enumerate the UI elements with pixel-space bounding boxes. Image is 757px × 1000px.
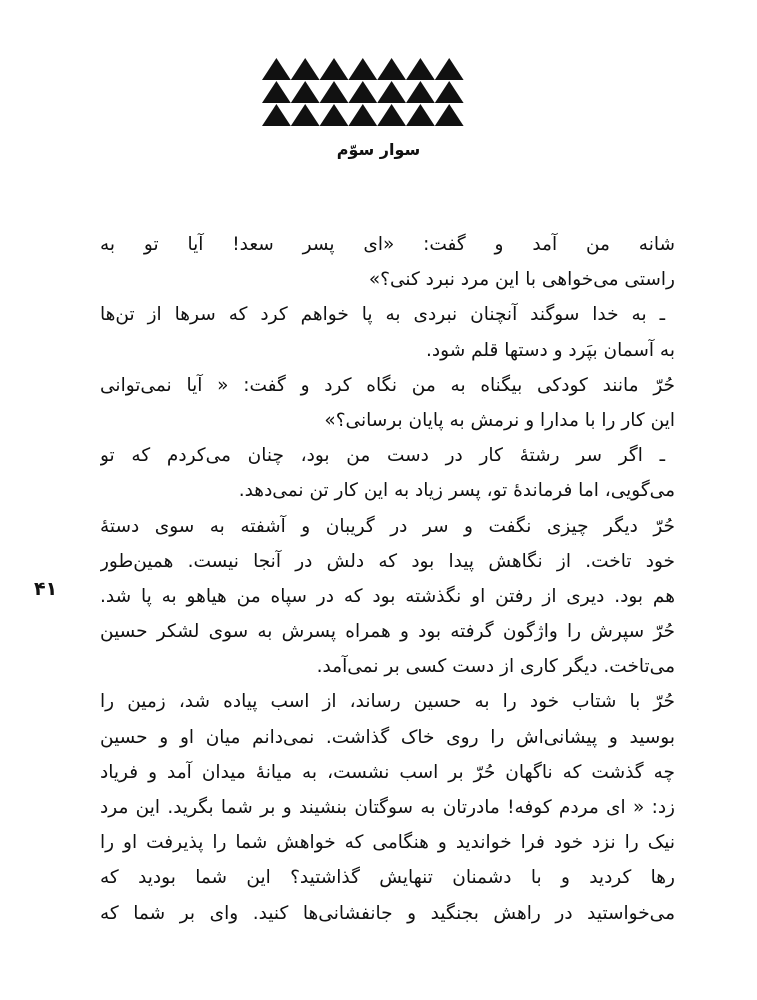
text-line: بوسید و پیشانی‌اش را روی خاک گذاشت. نمی‌دانم میان او و حسین [100, 726, 675, 748]
text-line: زد: « ای مردم کوفه! مادرتان به سوگتان بنشیند و بر شما بگرید. این مرد [100, 797, 675, 818]
chapter-title: سوار سوّم [336, 140, 421, 159]
body-text [100, 227, 675, 931]
text-line: می‌تاخت. دیگر کاری از دست کسی بر نمی‌آمد. [316, 656, 675, 678]
text-line: هم بود. دیری از رفتن او نگذشته بود که در سپاه من هیاهو به پا شد. [100, 585, 675, 607]
text-line: ـ اگر سر رشتهٔ کار در دست من بود، چنان می‌کردم که تو [100, 445, 665, 467]
text-line: حُرّ سپرش را واژگون گرفته بود و همراه پسرش به سوی لشکر حسین [100, 621, 675, 643]
text-line: حُرّ با شتاب خود را به حسین رساند، از اسب پیاده شد، زمین را [100, 691, 675, 713]
text-line: رها کردید و با دشمنان تنهایش گذاشتید؟ این شما بودید که [100, 867, 675, 889]
text-line: می‌خواستید در راهش بجنگید و جانفشانی‌ها کنید. وای بر شما که [100, 902, 675, 924]
text-line: می‌گویی، اما فرماندهٔ تو، پسر زیاد به این کار تن نمی‌دهد. [238, 480, 675, 502]
text-line: حُرّ مانند کودکی بیگناه به من نگاه کرد و گفت: « آیا نمی‌توانی [100, 374, 675, 396]
triangle-pattern-ornament-icon [262, 58, 464, 126]
text-line: نیک را نزد خود فرا خواندید و هنگامی که خواهش شما را پذیرفت او را [100, 832, 675, 854]
page-number: ۴۱ [34, 578, 58, 600]
text-line: راستی می‌خواهی با این مرد نبرد کنی؟» [368, 269, 675, 291]
text-line: این کار را با مدارا و نرمش به پایان برسانی؟» [324, 409, 675, 431]
text-line: چه گذشت که ناگهان حُرّ بر اسب نشست، به میانهٔ میدان آمد و فریاد [100, 761, 675, 783]
text-line: حُرّ دیگر چیزی نگفت و سر در گریبان و آشفته به سوی دستهٔ [100, 515, 675, 537]
text-line: شانه من آمد و گفت: «ای پسر سعد! آیا تو به [100, 234, 675, 255]
text-line: ـ به خدا سوگند آنچنان نبردی به پا خواهم کرد که سرها از تن‌ها [100, 304, 665, 326]
text-line: خود تاخت. از نگاهش پیدا بود که دلش در آنجا نیست. همین‌طور [100, 550, 675, 572]
text-line: به آسمان بپَرد و دستها قلم شود. [426, 339, 675, 361]
